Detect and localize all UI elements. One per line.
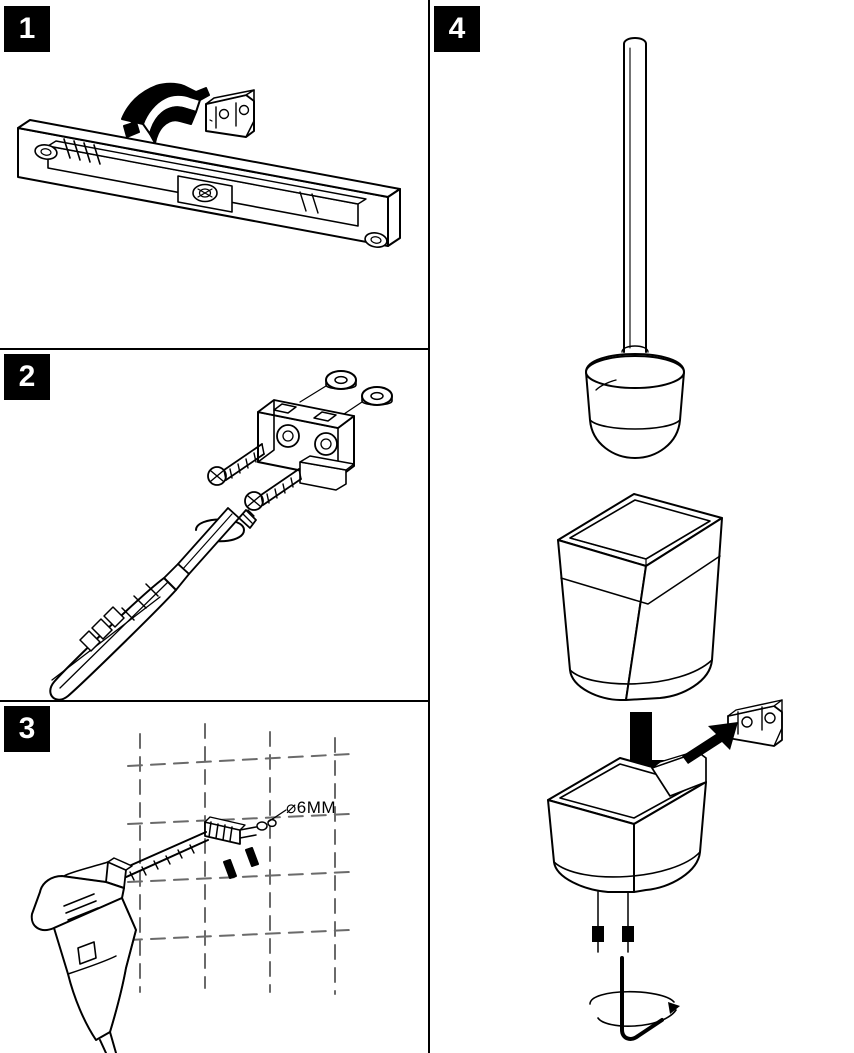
washer-icon-1 (326, 371, 356, 389)
step-panel-1 (0, 0, 428, 348)
step-3-illustration (0, 702, 428, 1053)
step-1-illustration (0, 0, 428, 348)
step-panel-4 (430, 0, 854, 1053)
mounting-bracket-icon (258, 400, 354, 490)
step-4-illustration (430, 0, 854, 1053)
brush-cup-icon (558, 494, 722, 700)
power-drill-icon (32, 858, 136, 1053)
step-number-badge-2: 2 (4, 354, 50, 400)
spirit-level-icon (18, 120, 400, 249)
tiled-wall-grid (128, 724, 350, 994)
holder-base-icon (548, 748, 706, 952)
allen-key-icon (590, 958, 680, 1039)
step-panel-2 (0, 350, 428, 700)
hand-icon (122, 84, 209, 143)
mounting-bracket-icon (206, 90, 254, 137)
screw-icon-1 (208, 444, 264, 485)
step-2-illustration (0, 350, 428, 700)
screw-icon-2 (245, 469, 301, 510)
drill-bit-icon (120, 832, 208, 880)
step-number-badge-4: 4 (434, 6, 480, 52)
drill-diameter-label: ⌀6MM (286, 798, 337, 817)
step-number-badge-3: 3 (4, 706, 50, 752)
washer-icon-2 (362, 387, 392, 405)
step-panel-3 (0, 702, 428, 1053)
screwdriver-icon (50, 508, 256, 700)
assembly-arrow-right-icon (682, 722, 738, 764)
toilet-brush-icon (586, 38, 684, 458)
wall-anchor-icon (205, 817, 276, 844)
step-number-badge-1: 1 (4, 6, 50, 52)
